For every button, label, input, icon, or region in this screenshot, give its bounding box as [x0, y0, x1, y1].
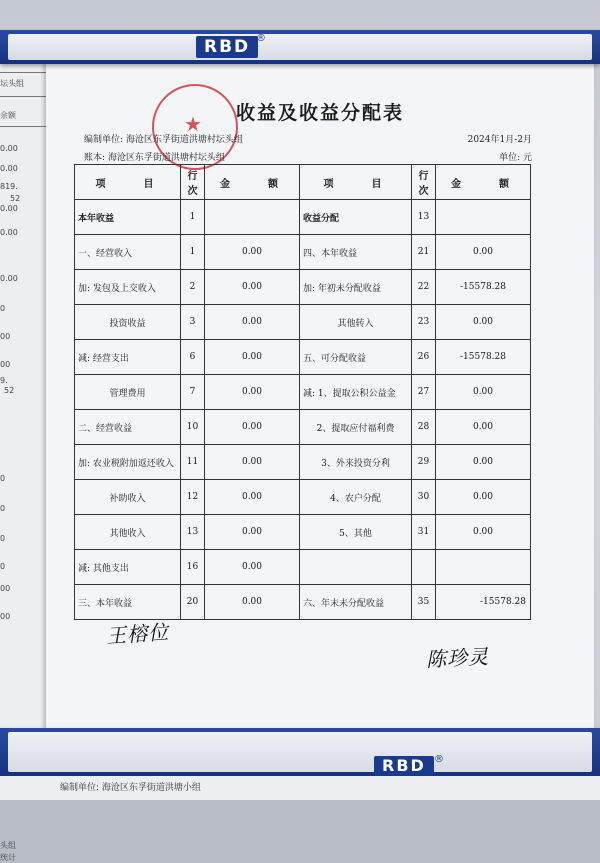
left-fragment: 00	[0, 584, 11, 593]
left-fragment: 0	[0, 504, 6, 513]
row-left-amount: 0.00	[205, 235, 300, 270]
left-fragment: 0	[0, 304, 6, 313]
left-fragment: 0.00	[0, 274, 18, 283]
table-row	[75, 200, 531, 235]
header-amount: 金 额	[205, 165, 300, 200]
table-row	[75, 235, 531, 270]
row-left-line: 2	[181, 270, 205, 305]
row-left-item: 减: 经营支出	[75, 340, 181, 375]
row-right-line: 29	[412, 445, 436, 480]
left-fragment: 头组	[0, 841, 16, 850]
left-fragment: 00	[0, 332, 11, 341]
signature-left: 王榕位	[105, 619, 170, 649]
row-left-line: 10	[181, 410, 205, 445]
row-left-item: 加: 发包及上交收入	[75, 270, 181, 305]
row-left-amount: 0.00	[205, 480, 300, 515]
row-right-amount: 0.00	[436, 375, 531, 410]
row-right-line: 27	[412, 375, 436, 410]
row-right-item: 4、农户分配	[300, 480, 412, 515]
row-right-amount	[436, 550, 531, 585]
row-left-item: 本年收益	[75, 200, 181, 235]
row-left-line: 13	[181, 515, 205, 550]
row-right-amount: 0.00	[436, 515, 531, 550]
display-board-top	[0, 30, 600, 64]
row-right-amount: 0.00	[436, 235, 531, 270]
row-left-item: 二、经营收益	[75, 410, 181, 445]
row-right-line: 31	[412, 515, 436, 550]
row-right-line: 35	[412, 585, 436, 620]
row-left-amount: 0.00	[205, 340, 300, 375]
header-amount: 金 额	[436, 165, 531, 200]
row-right-item: 其他转入	[300, 305, 412, 340]
row-left-line: 1	[181, 235, 205, 270]
left-fragment: 统计	[0, 853, 16, 862]
left-fragment: 819.	[0, 182, 18, 191]
row-right-amount: 0.00	[436, 445, 531, 480]
row-right-item: 六、年末未分配收益	[300, 585, 412, 620]
row-right-line: 21	[412, 235, 436, 270]
row-left-amount: 0.00	[205, 270, 300, 305]
table-row	[75, 550, 531, 585]
row-left-line: 20	[181, 585, 205, 620]
left-fragment: 0.00	[0, 228, 18, 237]
brand-logo: RBD	[374, 756, 434, 776]
row-right-amount: -15578.28	[436, 270, 531, 305]
row-left-line: 11	[181, 445, 205, 480]
left-fragment: 52	[10, 194, 21, 203]
left-fragment: 00	[0, 360, 11, 369]
row-right-line	[412, 550, 436, 585]
row-left-line: 16	[181, 550, 205, 585]
row-right-item: 3、外来投资分利	[300, 445, 412, 480]
registered-mark: ®	[434, 754, 444, 765]
row-left-line: 7	[181, 375, 205, 410]
background-document-bottom	[0, 776, 600, 800]
left-fragment: 0	[0, 562, 6, 571]
left-fragment: 52	[4, 386, 15, 395]
row-left-amount: 0.00	[205, 410, 300, 445]
left-fragment: 余额	[0, 111, 16, 120]
row-right-amount: -15578.28	[436, 340, 531, 375]
row-right-amount: 0.00	[436, 305, 531, 340]
row-right-line: 26	[412, 340, 436, 375]
left-fragment: 9.	[0, 376, 8, 385]
ledger-name: 账本: 海沧区东孚街道洪塘村坛头组	[84, 153, 225, 163]
currency-unit: 单位: 元	[499, 153, 532, 163]
table-row	[75, 480, 531, 515]
brand-logo: RBD	[196, 36, 258, 58]
row-left-line: 12	[181, 480, 205, 515]
background-document-left	[0, 64, 52, 862]
table-row	[75, 515, 531, 550]
row-left-line: 1	[181, 200, 205, 235]
left-fragment: 0	[0, 474, 6, 483]
row-right-line: 30	[412, 480, 436, 515]
row-left-item: 补助收入	[75, 480, 181, 515]
row-left-amount: 0.00	[205, 585, 300, 620]
header-item: 项 目	[75, 165, 181, 200]
table-row	[75, 445, 531, 480]
row-right-line: 13	[412, 200, 436, 235]
row-right-item: 四、本年收益	[300, 235, 412, 270]
row-right-amount: 0.00	[436, 480, 531, 515]
row-right-item: 5、其他	[300, 515, 412, 550]
header-line: 行次	[412, 165, 436, 200]
row-left-amount	[205, 200, 300, 235]
row-left-item: 三、本年收益	[75, 585, 181, 620]
row-left-item: 其他收入	[75, 515, 181, 550]
row-left-amount: 0.00	[205, 375, 300, 410]
compiling-unit: 编制单位: 海沧区东孚街道洪塘村坛头组	[84, 135, 243, 145]
table-row	[75, 410, 531, 445]
report-period: 2024年1月-2月	[467, 135, 532, 145]
table-row	[75, 375, 531, 410]
header-line: 行次	[181, 165, 205, 200]
left-fragment: 00	[0, 612, 11, 621]
table-row	[75, 585, 531, 620]
row-left-item: 减: 其他支出	[75, 550, 181, 585]
row-left-amount: 0.00	[205, 445, 300, 480]
row-right-amount	[436, 200, 531, 235]
registered-mark: ®	[256, 33, 266, 44]
table-row	[75, 305, 531, 340]
row-left-item: 加: 农业税附加返还收入	[75, 445, 181, 480]
table-row	[75, 270, 531, 305]
row-left-line: 6	[181, 340, 205, 375]
left-fragment: 0.00	[0, 164, 18, 173]
row-right-item: 收益分配	[300, 200, 412, 235]
left-fragment: 0.00	[0, 144, 18, 153]
row-right-item: 2、提取应付福利费	[300, 410, 412, 445]
row-left-item: 一、经营收入	[75, 235, 181, 270]
row-left-item: 管理费用	[75, 375, 181, 410]
income-distribution-sheet	[46, 62, 594, 730]
row-right-amount: 0.00	[436, 410, 531, 445]
display-board-bottom	[0, 728, 600, 776]
bottom-fragment: 编制单位: 海沧区东孚街道洪塘小组	[60, 783, 201, 793]
row-right-item: 减: 1、提取公积公益金	[300, 375, 412, 410]
row-left-line: 3	[181, 305, 205, 340]
row-left-amount: 0.00	[205, 550, 300, 585]
row-left-amount: 0.00	[205, 305, 300, 340]
signature-right: 陈珍灵	[425, 644, 490, 672]
table-row	[75, 340, 531, 375]
table-header-row	[75, 165, 531, 200]
row-left-amount: 0.00	[205, 515, 300, 550]
row-right-item: 加: 年初未分配收益	[300, 270, 412, 305]
left-fragment: 0	[0, 534, 6, 543]
row-right-item	[300, 550, 412, 585]
row-left-item: 投资收益	[75, 305, 181, 340]
left-fragment: 坛头组	[0, 79, 24, 88]
header-item: 项 目	[300, 165, 412, 200]
row-right-line: 23	[412, 305, 436, 340]
left-fragment: 0.00	[0, 204, 18, 213]
row-right-line: 22	[412, 270, 436, 305]
page-title: 收益及收益分配表	[235, 102, 404, 124]
seal-star-icon: ★	[184, 112, 202, 136]
row-right-item: 五、可分配收益	[300, 340, 412, 375]
row-right-amount: -15578.28	[436, 585, 531, 620]
row-right-line: 28	[412, 410, 436, 445]
ledger-table	[74, 164, 531, 620]
